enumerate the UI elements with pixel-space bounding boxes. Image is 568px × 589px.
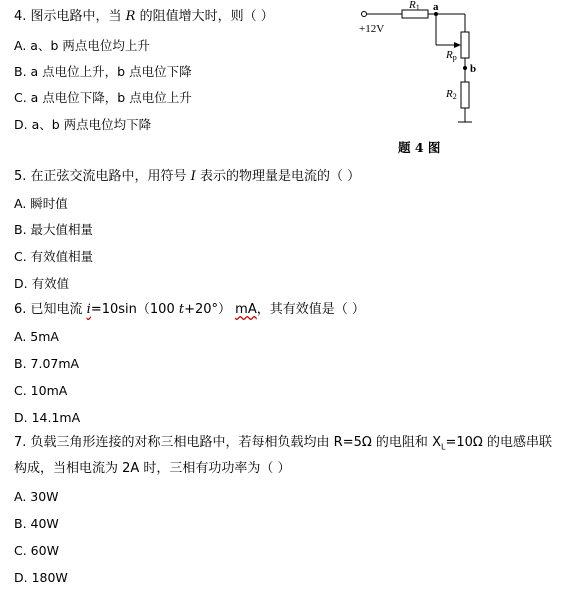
circuit-diagram [350, 0, 490, 130]
r1-label: R1 [409, 0, 420, 12]
q7-option-b: B. 40W [14, 516, 59, 531]
q7-option-d: D. 180W [14, 570, 68, 585]
node-b-dot [463, 66, 467, 70]
q6-stem-tail: ，其有效值是（ ） [256, 302, 365, 317]
q7-stem-tail: =10Ω 的电感串联 [445, 435, 552, 450]
q6-stem [14, 302, 365, 318]
node-a-label: a [433, 1, 439, 13]
q5-option-a: A. 瞬时值 [14, 196, 68, 211]
q6-option-a: A. 5mA [14, 329, 59, 344]
q5-option-d: D. 有效值 [14, 276, 70, 291]
r2-label: R2 [446, 88, 457, 101]
q4-symbol: R [125, 9, 136, 24]
q6-t-symbol: t [178, 302, 185, 317]
q4-option-b: B. a 点电位上升，b 点电位下降 [14, 64, 192, 79]
q7-stem-text: 7. 负载三角形连接的对称三相电路中，若每相负载均由 R=5Ω 的电阻和 [14, 435, 433, 450]
q5-symbol: I [190, 169, 196, 184]
resistor-rp [461, 32, 469, 58]
q5-option-b: B. 最大值相量 [14, 222, 94, 237]
q4-option-d: D. a、b 两点电位均下降 [14, 117, 152, 132]
q6-stem-b: =10sin（100 [90, 302, 179, 317]
supply-terminal [362, 12, 367, 17]
q7-option-c: C. 60W [14, 543, 59, 558]
q6-stem-text: 6. 已知电流 [14, 302, 87, 317]
q6-option-d: D. 14.1mA [14, 410, 81, 425]
q6-unit: mA [235, 302, 257, 317]
q4-stem-tail: 的阻值增大时，则（ ） [135, 9, 274, 24]
wiper-arrow [454, 42, 461, 48]
q6-symbol: i [86, 302, 91, 317]
q5-option-c: C. 有效值相量 [14, 249, 94, 264]
q4-stem-text: 4. 图示电路中，当 [14, 9, 126, 24]
q7-option-a: A. 30W [14, 489, 59, 504]
q5-stem [14, 169, 360, 185]
q4-option-c: C. a 点电位下降，b 点电位上升 [14, 90, 192, 105]
q4-option-a: A. a、b 两点电位均上升 [14, 38, 150, 53]
q5-stem-text: 5. 在正弦交流电路中，用符号 [14, 169, 191, 184]
node-b-label: b [470, 63, 477, 75]
supply-label: +12V [359, 23, 385, 35]
q6-option-c: C. 10mA [14, 383, 68, 398]
q4-stem [14, 9, 274, 25]
q7-xl-symbol: $X_L$ [432, 435, 446, 452]
resistor-r2 [461, 82, 469, 108]
q6-stem-c: +20°） [184, 302, 236, 317]
q6-option-b: B. 7.07mA [14, 356, 80, 371]
q7-stem-line1 [14, 435, 552, 456]
q7-stem-line2: 构成，当相电流为 2A 时，三相有功功率为（ ） [14, 461, 291, 476]
q5-stem-tail: 表示的物理量是电流的（ ） [195, 169, 361, 184]
rp-label: Rp [446, 49, 457, 62]
figure-caption: 题 4 图 [398, 140, 441, 155]
